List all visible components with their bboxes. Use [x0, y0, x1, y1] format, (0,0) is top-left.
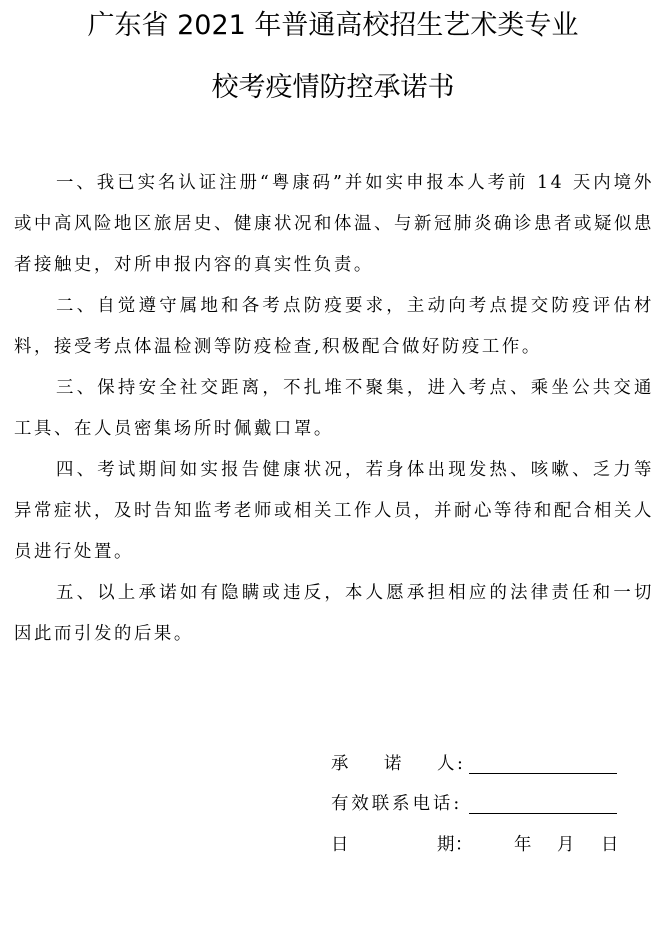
date-label-char-1: 日 — [331, 835, 349, 855]
date-month-label: 月 — [557, 835, 575, 855]
phone-label: 有效联系电话: — [331, 794, 463, 814]
promiser-label-char-2: 诺 — [384, 754, 402, 774]
promiser-label-char-3: 人 — [437, 754, 455, 774]
commitment-paragraph-3: 三、保持安全社交距离，不扎堆不聚集，进入考点、乘坐公共交通工具、在人员密集场所时佩戴口罩。 — [14, 378, 654, 439]
date-year-label: 年 — [514, 835, 532, 855]
commitment-paragraph-1: 一、我已实名认证注册“粤康码”并如实申报本人考前 14 天内境外或中高风险地区旅居史、健康状况和体温、与新冠肺炎确诊患者或疑似患者接触史，对所申报内容的真实性负责。 — [14, 173, 654, 275]
date-day-label: 日 — [601, 835, 619, 855]
commitment-paragraph-4: 四、考试期间如实报告健康状况，若身体出现发热、咳嗽、乏力等异常症状，及时告知监考老师或相关工作人员，并耐心等待和配合相关人员进行处置。 — [14, 460, 654, 562]
commitment-paragraph-2: 二、自觉遵守属地和各考点防疫要求，主动向考点提交防疫评估材料，接受考点体温检测等防疫检查,积极配合做好防疫工作。 — [14, 296, 654, 357]
promiser-label-colon: : — [457, 754, 463, 774]
promiser-signature-line[interactable] — [469, 773, 617, 774]
commitment-paragraph-5: 五、以上承诺如有隐瞒或违反，本人愿承担相应的法律责任和一切因此而引发的后果。 — [14, 583, 654, 644]
date-label-colon: ： — [455, 835, 473, 855]
document-title-line-1: 广东省 2021 年普通高校招生艺术类专业 — [87, 10, 579, 41]
document-title-line-2: 校考疫情防控承诺书 — [211, 72, 455, 103]
promiser-label-char-1: 承 — [331, 754, 349, 774]
phone-signature-line[interactable] — [469, 813, 617, 814]
date-label-char-2: 期 — [437, 835, 455, 855]
date-row — [331, 830, 631, 860]
